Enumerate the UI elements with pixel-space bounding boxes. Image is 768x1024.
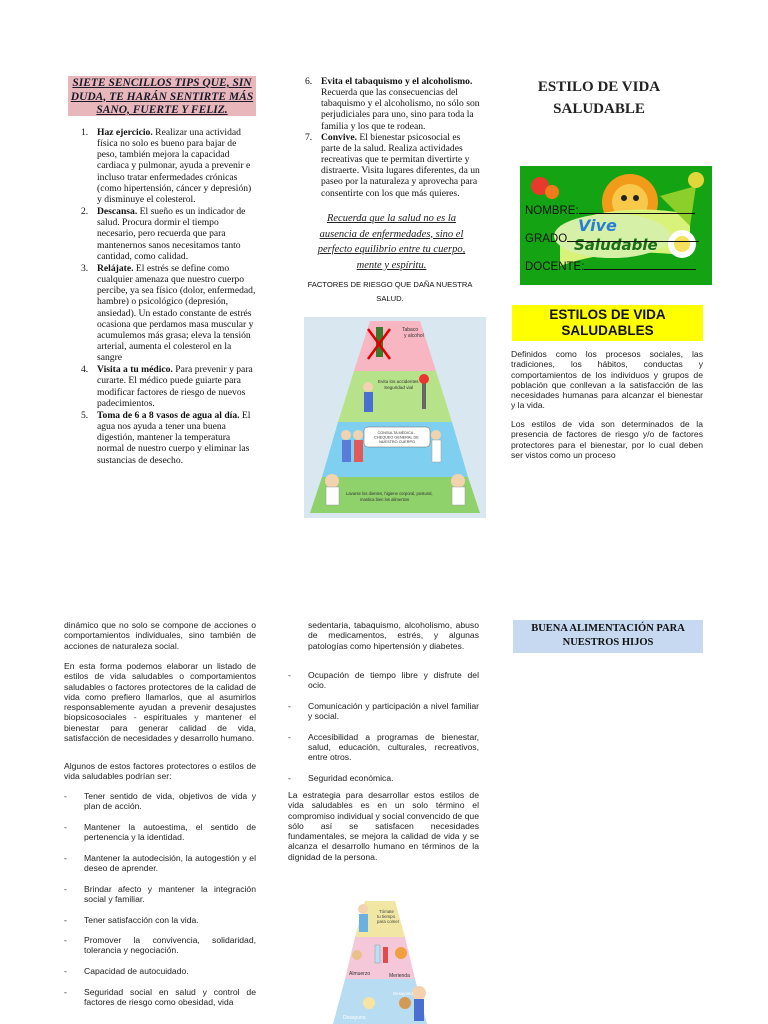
list-item: - Promover la convivencia, solidaridad, tolerancia y negociación. [64, 935, 256, 956]
list-item: 7. Convive. El bienestar psicosocial es parte de la salud. Realiza actividades recreativas que te permitan divertirte y distraerte. Visita lugares diferentes, da un paseo por la naturaleza y aprovecha para consentirte con los que más quieres. [305, 131, 480, 199]
list-item: - Seguridad económica. [288, 772, 394, 783]
pyramid-base-label: Lavarse los dientes, higiene corporal, postural, mastica bien los alimentos [346, 491, 433, 502]
food-pyramid-base-label: Desayuno [343, 1015, 366, 1021]
pyramid-illustration [304, 317, 486, 518]
food-pyramid-image [309, 893, 451, 1024]
list-item: 6. Evita el tabaquismo y el alcoholismo. Recuerda que las consecuencias del tabaquismo y el alcoholismo, no sólo son perjudiciales para uno, sino para toda la familia y los que te rodean. [305, 76, 480, 132]
list-item: - Mantener la autoestima, el sentido de pertenencia y la identidad. [64, 821, 256, 843]
bottom-left-paragraph-3: Algunos de estos factores protectores o estilos de vida saludables podrían ser: [64, 761, 256, 782]
health-quote: Recuerda que la salud no es la ausencia de enfermedades, sino el perfecto equilibrio entre tu cuerpo, mente y espíritu. [317, 213, 466, 271]
list-item: - Tener sentido de vida, objetivos de vida y plan de acción. [64, 791, 256, 812]
list-item: - Capacidad de autocuidado. [64, 966, 189, 977]
estilos-paragraph-2: Los estilos de vida son determinados de la presencia de factores de riesgo y/o de factores protectores para el bienestar, por lo cual deben ser vistos como un proceso [511, 419, 703, 460]
list-item: - Seguridad social en salud y control de factores de riesgo como obesidad, vida [64, 986, 256, 1007]
food-pyramid-top-label: Tómate tu tiempo para comer [377, 909, 400, 924]
list-item: - Ocupación de tiempo libre y disfrute del ocio. [288, 670, 479, 691]
cover-title: ESTILO DE VIDA SALUDABLE [537, 79, 661, 117]
list-item: - Comunicación y participación a nivel familiar y social. [288, 700, 479, 722]
list-item: 2. Descansa. El sueño es un indicador de salud. Procura dormir el tiempo necesario, pero recuerda que para mantenernos sanos necesitamos tanto cantidad, como calidad. [81, 206, 246, 262]
docente-line[interactable] [584, 269, 696, 270]
tips-list-continued [303, 76, 481, 199]
food-pyramid-left-label: Almuerzo [349, 971, 371, 977]
risk-factors-pyramid-image [304, 317, 486, 518]
list-item: - Tener satisfacción con la vida. [64, 914, 199, 925]
pyramid-top-label: Tabaco y alcohol [402, 327, 424, 339]
grado-field[interactable] [525, 233, 699, 245]
risk-factors-title: FACTORES DE RIESGO QUE DAÑA NUESTRA SALUD. [307, 280, 473, 303]
bottom-mid-paragraph-1: sedentaria, tabaquismo, alcoholismo, abuso de medicamentos, estrés, y algunas patologías como hipertensión y diabetes. [308, 620, 479, 651]
bottom-left-paragraph-1: dinámico que no solo se compone de acciones o comportamientos individuales, sino también de acciones de naturaleza social. [64, 620, 256, 651]
protective-factors-list [64, 791, 256, 1018]
alimentacion-heading: BUENA ALIMENTACIÓN PARA NUESTROS HIJOS [513, 620, 703, 653]
food-pyramid-illustration [309, 893, 451, 1024]
protective-factors-list-continued [288, 670, 479, 794]
docente-field[interactable] [525, 261, 696, 273]
grado-label: GRADO [525, 233, 568, 245]
nombre-field[interactable] [525, 205, 695, 217]
food-pyramid-right2-label: Desayuno [393, 991, 413, 996]
estilos-paragraph-1: Definidos como los procesos sociales, las tradiciones, los hábitos, conductas y comportamientos de los individuos y grupos de población que conllevan a la satisfacción de las necesidades humanas para alcanzar el bienestar y la vida. [511, 349, 703, 411]
tips-list [78, 127, 258, 467]
docente-label: DOCENTE: [525, 261, 585, 273]
food-pyramid-right-label: Merienda [389, 973, 410, 979]
logo-line1: Vive [578, 216, 617, 235]
nombre-line[interactable] [579, 213, 695, 214]
pyramid-level3-label: CONSULTA MÉDICA - CHEQUEO GENERAL DE NUESTRO CUERPO [374, 431, 419, 444]
nombre-label: NOMBRE: [525, 205, 579, 217]
bottom-left-paragraph-2: En esta forma podemos elaborar un listado de estilos de vida saludables o comportamientos saludables o factores protectores de la calidad de vida como prefiero llamarlos, que al asumirlos responsablemente ayudan a prevenir desajustes biopsicosociales - espirituales y mantener el bienestar para generar calidad de vida, satisfacción de necesidades y desarrollo humano. [64, 661, 256, 744]
strategy-paragraph: La estrategia para desarrollar estos estilos de vida saludables es en un solo término el compromiso individual y social convencido de que sólo así se satisfacen necesidades fundamentales, se mejora la calidad de vida y se alcanza el desarrollo humano en términos de la dignidad de la persona. [288, 790, 479, 862]
grado-line[interactable] [567, 241, 699, 242]
estilos-heading: ESTILOS DE VIDA SALUDABLES [512, 305, 703, 341]
pyramid-level2-label: Evita los accidentes Seguridad vial [378, 379, 419, 390]
list-item: - Accesibilidad a programas de bienestar, salud, educación, culturales, recreativos, entre otros. [288, 731, 479, 763]
logo-line2: Saludable [574, 236, 658, 254]
list-item: - Brindar afecto y mantener la integración social y familiar. [64, 883, 256, 904]
list-item: 5. Toma de 6 a 8 vasos de agua al día. El agua nos ayuda a tener una buena digestión, mantener la temperatura normal de nuestro cuerpo y eliminar las sustancias de desecho. [81, 409, 251, 466]
list-item: - Mantener la autodecisión, la autogestión y el deseo de aprender. [64, 852, 256, 874]
tips-heading: SIETE SENCILLOS TIPS QUE, SIN DUDA, TE HARÁN SENTIRTE MÁS SANO, FUERTE Y FELIZ. [68, 76, 256, 116]
list-item: 3. Relájate. El estrés se define como cualquier amenaza que nuestro cuerpo percibe, ya sea físico (dolor, enfermedad, hambre) o psicológico (depresión, ansiedad). Un estado constante de estrés ocasiona que perdamos masa muscular y acumulemos más grasa; eleva la tensión arterial, aumenta el colesterol en la sangre [81, 262, 256, 364]
list-item: 4. Visita a tu médico. Para prevenir y para curarte. El médico puede guiarte para modificar factores de riesgo de nuevos padecimientos. [81, 364, 253, 409]
list-item: 1. Haz ejercicio. Realizar una actividad física no solo es bueno para bajar de peso, también mejora la capacidad cardiaca y pulmonar, ayuda a prevenir e incluso tratar enfermedades crónicas (como hipertensión, cáncer y depresión) y disminuye el colesterol. [81, 127, 252, 205]
